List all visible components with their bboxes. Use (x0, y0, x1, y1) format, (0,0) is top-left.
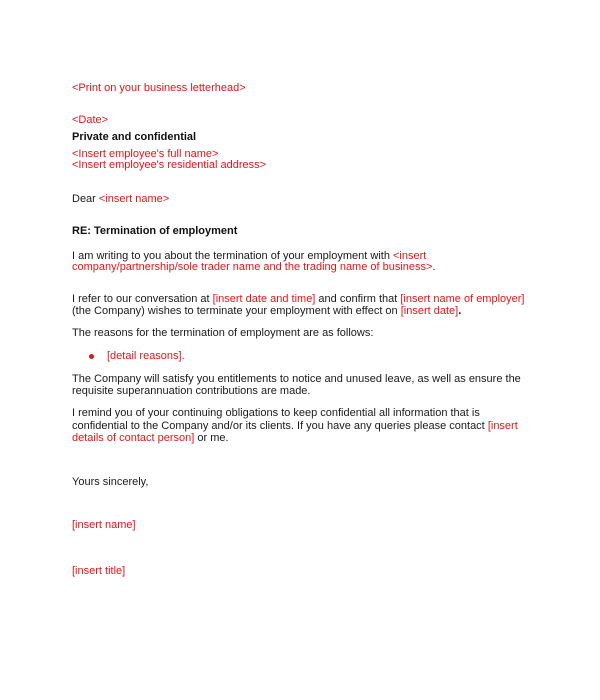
confidential-label: Private and confidential (72, 131, 197, 143)
paragraph-2-text-a: I refer to our conversation at (72, 293, 213, 305)
employer-name-placeholder: [insert name of employer] (400, 293, 525, 305)
paragraph-5-line-3 (72, 432, 542, 445)
signer-name-placeholder: [insert name] (72, 519, 136, 531)
letterhead-placeholder: <Print on your business letterhead> (72, 82, 246, 94)
salutation-name-placeholder: <insert name> (98, 193, 170, 205)
bullet-icon (89, 354, 94, 359)
signer-title-placeholder: [insert title] (72, 565, 126, 577)
paragraph-3: The reasons for the termination of employment are as follows: (72, 327, 374, 339)
paragraph-1-line-2 (72, 261, 542, 274)
reasons-placeholder: [detail reasons]. (107, 350, 185, 362)
paragraph-2-text-b: and confirm that (315, 293, 401, 305)
company-placeholder-start: <insert (393, 250, 427, 262)
company-placeholder-end: company/partnership/sole trader name and the trading name of business> (72, 261, 433, 273)
employee-name-placeholder: <Insert employee's full name> (72, 148, 219, 160)
paragraph-5-line-1: I remind you of your continuing obligations to keep confidential all information that is (72, 407, 480, 419)
date-time-placeholder: [insert date and time] (212, 293, 316, 305)
closing-line: Yours sincerely, (72, 476, 149, 488)
paragraph-2-text-c: (the Company) wishes to terminate your employment with effect on (72, 305, 401, 317)
paragraph-1-text: I am writing to you about the termination of your employment with (72, 250, 393, 262)
paragraph-4-line-1: The Company will satisfy you entitlements to notice and unused leave, as well as ensure the (72, 373, 521, 385)
contact-placeholder-start: [insert (487, 420, 518, 432)
subject-line: RE: Termination of employment (72, 225, 238, 237)
contact-placeholder-end: details of contact person] (72, 432, 195, 444)
salutation (72, 193, 542, 206)
paragraph-4-line-2: requisite superannuation contributions are made. (72, 385, 311, 397)
date-placeholder: <Date> (72, 114, 109, 126)
paragraph-5-text: confidential to the Company and/or its clients. If you have any queries please contact (72, 420, 488, 432)
paragraph-1-period: . (432, 261, 436, 273)
paragraph-2-period: . (458, 305, 462, 317)
effective-date-placeholder: [insert date] (400, 305, 459, 317)
salutation-prefix: Dear (72, 193, 99, 205)
paragraph-2-line-2 (72, 305, 542, 318)
paragraph-5-end: or me. (194, 432, 229, 444)
employee-address-placeholder: <Insert employee's residential address> (72, 159, 267, 171)
